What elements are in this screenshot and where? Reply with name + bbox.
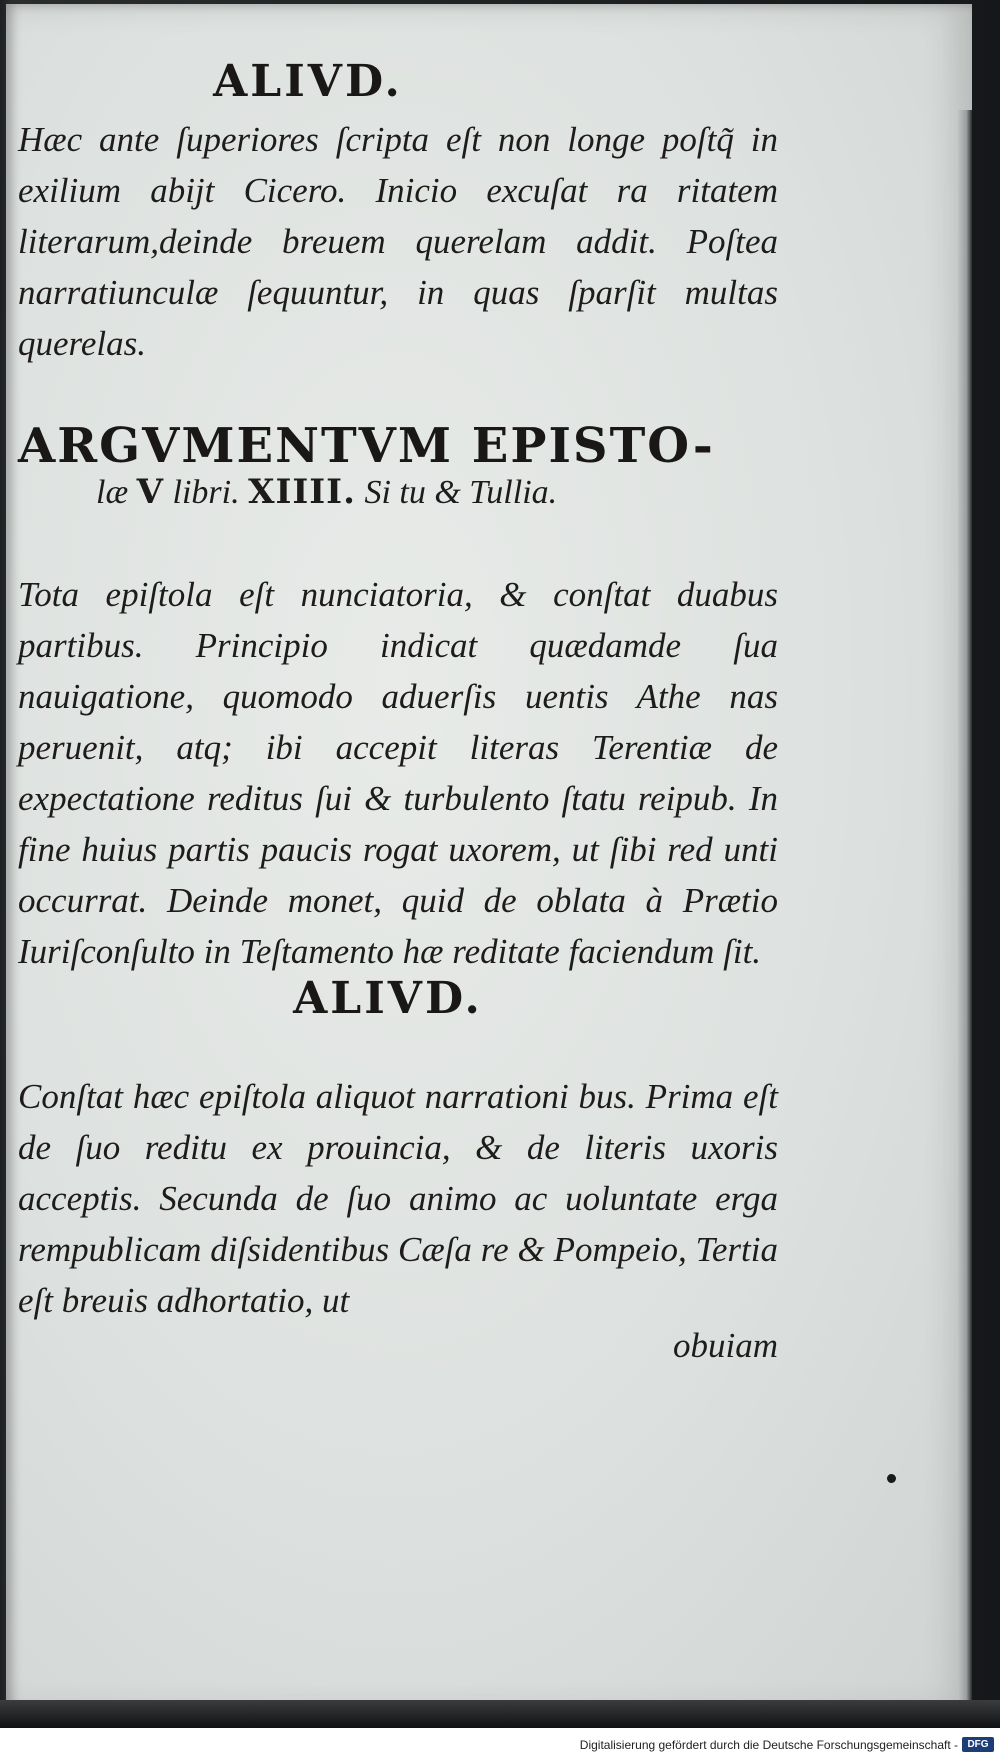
digitization-footer — [0, 1728, 1000, 1762]
paragraph-argumentum: Tota epiſtola eſt nunciatoria, & conſtat duabus partibus. Principio indicat quædamde ſua nauigatione, quomodo aduerſis uentis Athe nas peruenit, atq; ibi accepit literas Terentiæ de expectatione reditus ſui & turbulento ſtatu reipub. In fine huius partis paucis rogat uxorem, ut ſibi red unti occurrat. Deinde monet, quid de oblata à Prætio Iuriſconſulto in Teſtamento hæ reditate faciendum ſit. — [18, 574, 778, 971]
catchword: obuiam — [673, 1325, 778, 1365]
dfg-logo-icon: DFG — [962, 1737, 994, 1752]
heading-argumentum: ARGVMENTVM EPISTO- — [18, 418, 715, 474]
page-edge — [958, 110, 972, 1710]
ink-speck — [887, 1474, 896, 1483]
heading-alivd-second: ALIVD. — [293, 972, 483, 1024]
footer-credit: Digitalisierung gefördert durch die Deutsche Forschungsgemeinschaft - — [579, 1738, 958, 1752]
scan-bottom-edge — [0, 1700, 1000, 1728]
heading-argumentum-subline: læ V libri. XIIII. Si tu & Tullia. — [96, 472, 558, 513]
paragraph-aliud: Conſtat hæc epiſtola aliquot narrationi bus. Prima eſt de ſuo reditu ex prouincia, & de literis uxoris acceptis. Secunda de ſuo animo ac uoluntate erga rempublicam diſsidentibus Cæſa re & Pompeio, Tertia eſt breuis adhortatio, ut — [18, 1076, 778, 1320]
paragraph-summary: Hæc ante ſuperiores ſcripta eſt non longe poſtq̃ in exilium abijt Cicero. Inicio excuſat ra ritatem literarum,deinde breuem querelam addit. Poſtea narratiunculæ ſequuntur, in quas ſparſit multas querelas. — [18, 120, 778, 363]
page-text — [18, 56, 778, 1366]
heading-alivd: ALIVD. — [213, 56, 403, 107]
